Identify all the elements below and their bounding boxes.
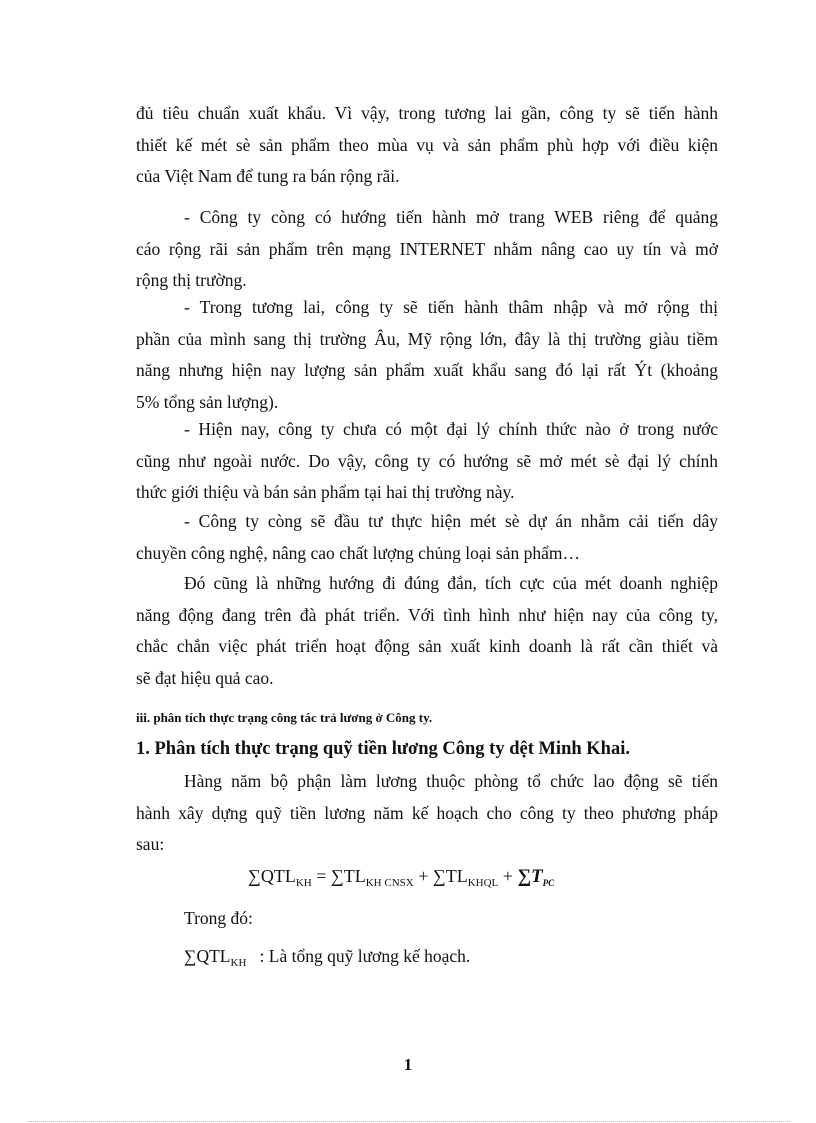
paragraph-1 [136, 98, 718, 193]
paragraph-line: phần của mình sang thị trường Âu, Mỹ rộng lớn, đây là thị trường giàu tiềm [136, 328, 718, 349]
definition-text: : Là tổng quỹ lương kế hoạch. [259, 946, 471, 966]
paragraph-line: chuyền công nghệ, nâng cao chất lượng chủng loại sản phẩm… [136, 542, 580, 563]
paragraph-line: Hàng năm bộ phận làm lương thuộc phòng tổ chức lao động sẽ tiến [184, 771, 718, 791]
section-heading: 1. Phân tích thực trạng quỹ tiền lương Công ty dệt Minh Khai. [136, 739, 630, 759]
paragraph-line: năng động đang trên đà phát triển. Với tình hình như hiện nay của công ty, [136, 604, 718, 625]
formula-term: T [530, 866, 543, 887]
page-number: 1 [403, 1055, 413, 1074]
salary-fund-formula [248, 866, 554, 889]
formula-term-subscript: PC [542, 878, 555, 888]
paragraph-line: cũng như ngoài nước. Do vậy, công ty có hướng sẽ mở mét sè đại lý chính [136, 450, 718, 471]
paragraph-6 [136, 568, 718, 694]
paragraph-line: hành xây dựng quỹ tiền lương năm kế hoạch cho công ty theo phương pháp [136, 802, 718, 823]
paragraph-line: thức giới thiệu và bán sản phẩm tại hai thị trường này. [136, 482, 515, 502]
paragraph-3 [136, 292, 718, 418]
paragraph-line: cáo rộng rãi sản phẩm trên mạng INTERNET nhằm nâng cao uy tín và mở [136, 238, 718, 259]
paragraph-line: của Việt Nam để tung ra bán rộng rãi. [136, 166, 400, 186]
paragraph-line: chắc chắn việc phát triển hoạt động sản xuất kinh doanh là rất cần thiết và [136, 636, 718, 656]
formula-term-subscript: KHQL [467, 877, 499, 889]
sum-symbol: ∑ [248, 866, 261, 886]
paragraph-line: đủ tiêu chuẩn xuất khẩu. Vì vậy, trong tương lai gần, công ty sẽ tiến hành [136, 103, 718, 123]
paragraph-line: - Trong tương lai, công ty sẽ tiến hành thâm nhập và mở rộng thị [184, 297, 718, 317]
paragraph-4 [136, 414, 718, 509]
page-bottom-border [28, 1121, 790, 1122]
formula-equals: = [311, 866, 331, 886]
paragraph-line: rộng thị trường. [136, 270, 247, 290]
definition-symbol: QTL [196, 946, 231, 966]
paragraph-line: sẽ đạt hiệu quả cao. [136, 667, 274, 688]
paragraph-line: 5% tổng sản lượng). [136, 391, 279, 412]
section-title: iii. phân tích thực trạng công tác trả lương ở Công ty. [136, 710, 433, 725]
formula-term: TL [445, 866, 468, 886]
paragraph-line: năng nhưng hiện nay lượng sản phẩm xuất khẩu sang đó lại rất Ýt (khoảng [136, 360, 718, 380]
where-label: Trong đó: [184, 908, 253, 928]
formula-lhs: QTL [260, 866, 296, 886]
paragraph-line: Đó cũng là những hướng đi đúng đắn, tích cực của mét doanh nghiệp [184, 573, 718, 593]
sum-symbol: ∑ [330, 866, 344, 886]
paragraph-line: thiết kế mét sè sản phẩm theo mùa vụ và sản phẩm phù hợp với điều kiện [136, 134, 718, 155]
definition-line [184, 946, 470, 969]
paragraph-7 [136, 766, 718, 861]
sum-symbol: ∑ [432, 866, 446, 886]
formula-term-subscript: KH CNSX [365, 877, 414, 889]
definition-subscript: KH [230, 957, 247, 969]
paragraph-line: - Công ty còng sẽ đầu tư thực hiện mét sè dự án nhằm cải tiến dây [184, 511, 718, 531]
sum-symbol: ∑ [517, 866, 531, 887]
paragraph-line: - Hiện nay, công ty chưa có một đại lý chính thức nào ở trong nước [184, 419, 718, 439]
paragraph-line: sau: [136, 834, 165, 854]
formula-plus: + [413, 866, 433, 886]
sum-symbol: ∑ [184, 946, 197, 966]
formula-allowance-term [517, 866, 554, 887]
paragraph-2 [136, 202, 718, 297]
formula-term: TL [343, 866, 366, 886]
paragraph-line: - Công ty còng có hướng tiến hành mở trang WEB riêng để quảng [184, 207, 718, 227]
paragraph-5 [136, 506, 718, 569]
formula-lhs-subscript: KH [295, 877, 312, 889]
formula-plus: + [498, 866, 518, 886]
